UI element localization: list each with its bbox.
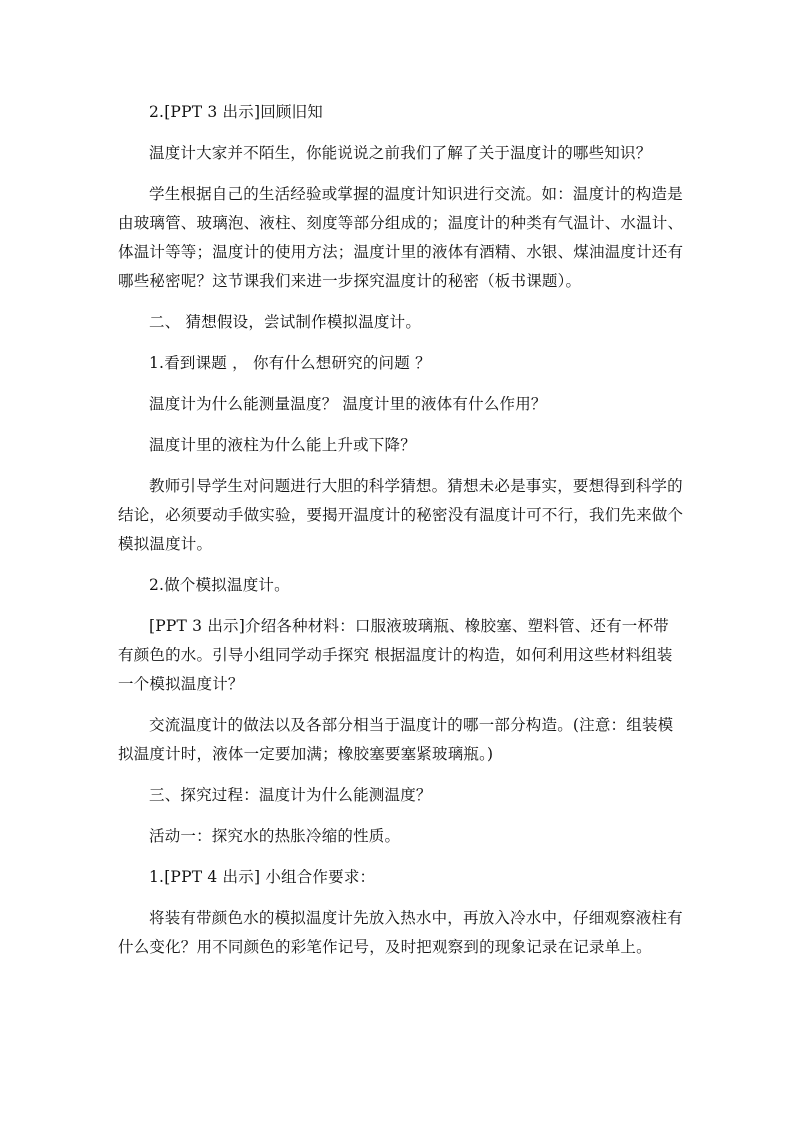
paragraph-why-rise-fall: 温度计里的液柱为什么能上升或下降？ <box>149 436 416 454</box>
paragraph-experiment-instructions: 将装有带颜色水的模拟温度计先放入热水中，再放入冷水中，仔细观察液柱有什么变化？用不同颜色的彩笔作记号，及时把观察到的现象记录在记录单上。 <box>118 909 683 956</box>
document-body <box>118 98 684 974</box>
paragraph-activity-one: 活动一：探究水的热胀冷缩的性质。 <box>149 827 401 845</box>
paragraph-section-two-heading: 二、 猜想假设，尝试制作模拟温度计。 <box>149 313 422 331</box>
paragraph-teacher-guidance: 教师引导学生对问题进行大胆的科学猜想。猜想未必是事实，要想得到科学的结论，必须要动手做实验，要揭开温度计的秘密没有温度计可不行，我们先来做个模拟温度计。 <box>118 477 684 553</box>
paragraph-make-model-heading: 2.做个模拟温度计。 <box>149 576 290 594</box>
paragraph-student-exchange: 学生根据自己的生活经验或掌握的温度计知识进行交流。如：温度计的构造是由玻璃管、玻璃泡、液柱、刻度等部分组成的；温度计的种类有气温计、水温计、体温计等等；温度计的使用方法；温度计里的液体有酒精、水银、煤油温度计还有哪些秘密呢？这节课我们来进一步探究温度计的秘密（板书课题）。 <box>118 185 684 290</box>
paragraph-section-three-heading: 三、探究过程：温度计为什么能测温度？ <box>149 786 432 804</box>
paragraph-materials: [PPT 3 出示]介绍各种材料：口服液玻璃瓶、橡胶塞、塑料管、还有一杯带有颜色的水。引导小组同学动手探究 根据温度计的构造，如何利用这些材料组装一个模拟温度计？ <box>118 617 673 693</box>
paragraph-question: 温度计大家并不陌生，你能说说之前我们了解了关于温度计的哪些知识？ <box>149 144 652 162</box>
paragraph-review-heading: 2.[PPT 3 出示]回顾旧知 <box>149 103 323 121</box>
paragraph-discussion-notes: 交流温度计的做法以及各部分相当于温度计的哪一部分构造。(注意：组装模拟温度计时，液体一定要加满；橡胶塞要塞紧玻璃瓶。) <box>118 716 674 763</box>
paragraph-group-requirements: 1.[PPT 4 出示] 小组合作要求： <box>149 868 376 886</box>
paragraph-why-measure: 温度计为什么能测量温度？ 温度计里的液体有什么作用？ <box>149 395 547 413</box>
paragraph-research-question: 1.看到课题 ， 你有什么想研究的问题 ？ <box>149 354 431 372</box>
